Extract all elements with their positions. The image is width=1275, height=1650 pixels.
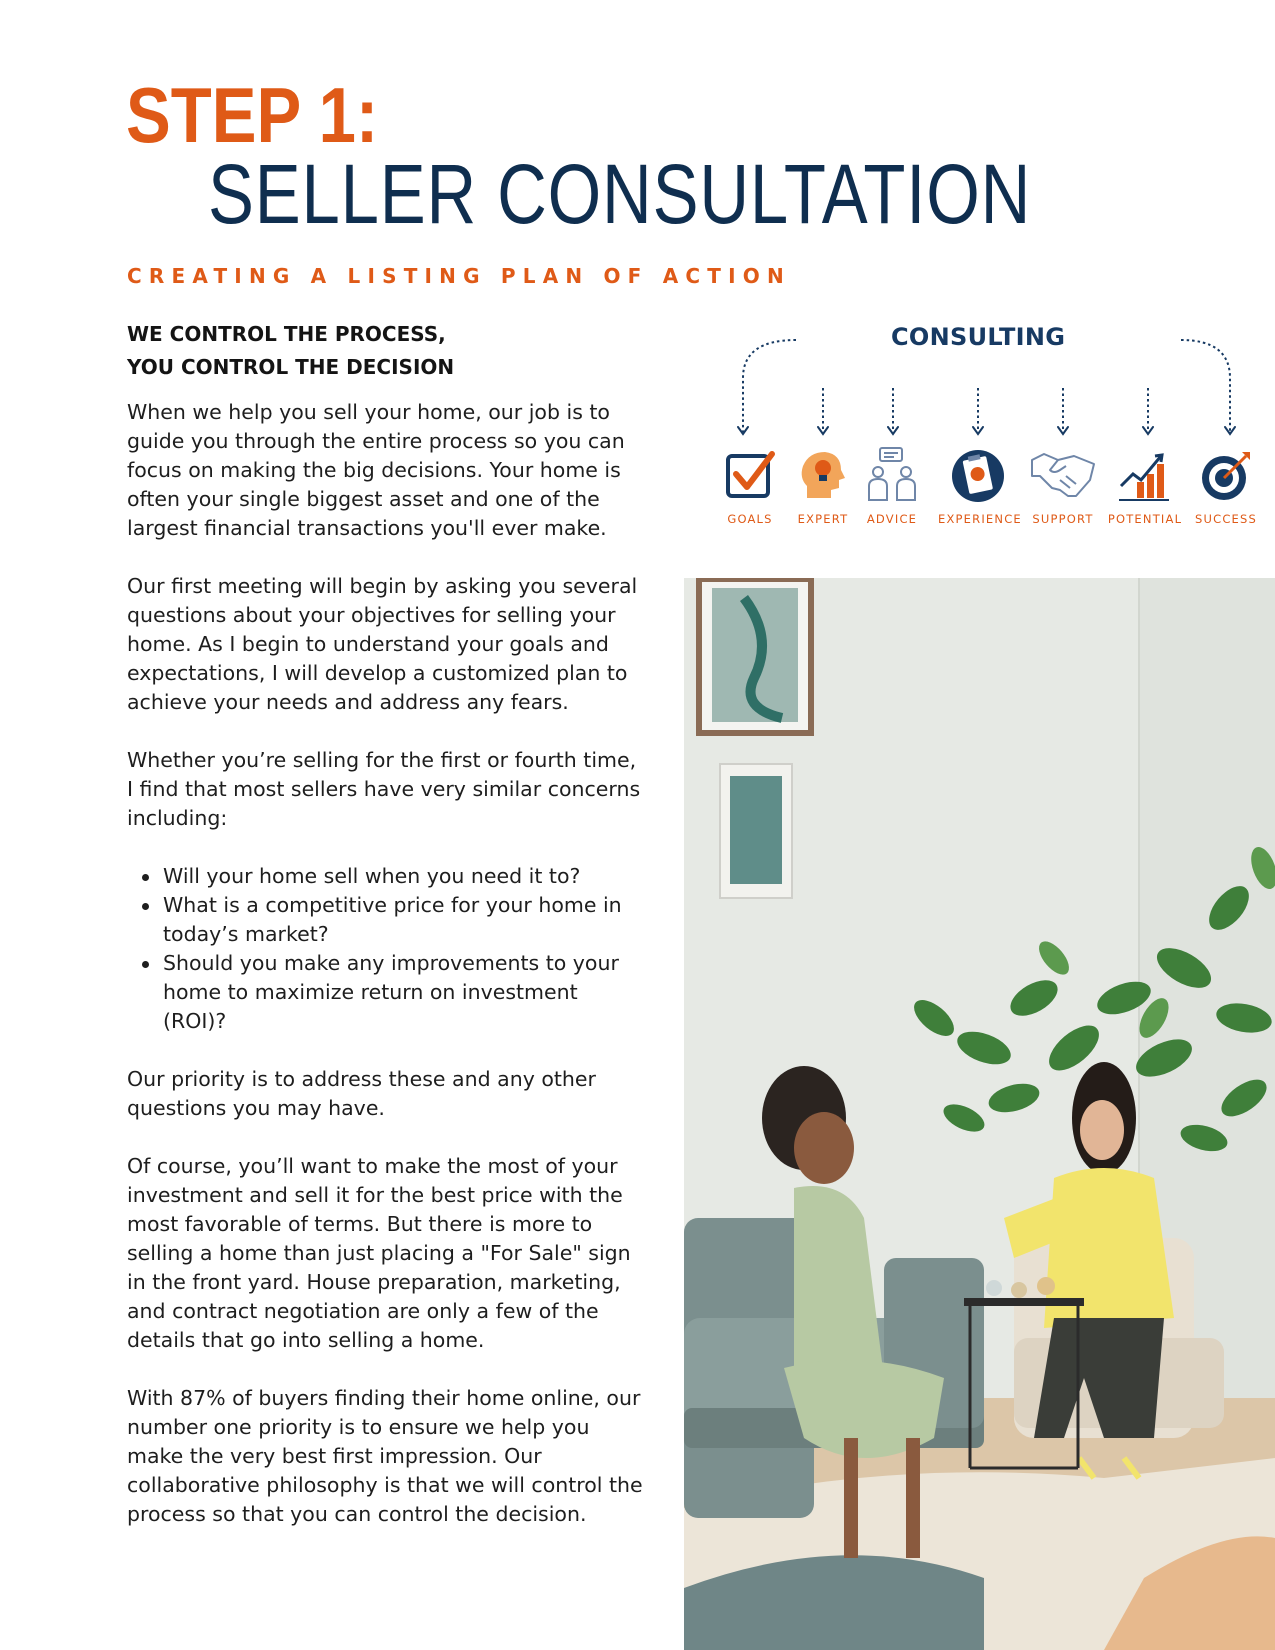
diagram-item-support <box>1023 446 1103 526</box>
paragraph-priority: Our priority is to address these and any other questions you may have. <box>127 1067 596 1120</box>
paragraph-investment: Of course, you’ll want to make the most of your investment and sell it for the best price with the most favorable of terms. But there is more to selling a home than just placing a "For Sale" sign in the front yard. House preparation, marketing, and contract negotiation are only a few of the details that go into selling a home. <box>127 1154 631 1352</box>
diagram-item-expert <box>783 446 863 526</box>
diagram-item-potential <box>1105 446 1185 526</box>
list-item: What is a competitive price for your home in today’s market? <box>163 891 647 949</box>
page-title: SELLER CONSULTATION <box>208 147 1032 241</box>
step-label: STEP 1: <box>126 71 379 159</box>
photo-illustration <box>684 578 1275 1650</box>
paragraph-concerns: Whether you’re selling for the first or fourth time, I find that most sellers have very similar concerns including: <box>127 748 641 830</box>
paragraph-online: With 87% of buyers finding their home online, our number one priority is to ensure we help you make the very best first impression. Our collaborative philosophy is that we will control the process so that you can control the decision. <box>127 1386 643 1526</box>
handshake-icon <box>1030 446 1096 506</box>
clipboard-chart-icon <box>948 446 1008 506</box>
diagram-item-experience <box>938 446 1022 526</box>
checkbox-icon <box>720 446 780 506</box>
page-subtitle: CREATING A LISTING PLAN OF ACTION <box>127 264 791 288</box>
diagram-title: CONSULTING <box>891 323 1066 351</box>
concerns-list <box>127 862 647 1036</box>
paragraph-intro: When we help you sell your home, our job is to guide you through the entire process so you can focus on making the big decisions. Your home is often your single biggest asset and one of the largest financial transactions you'll ever make. <box>127 400 625 540</box>
list-item: Will your home sell when you need it to? <box>163 862 647 891</box>
diagram-item-advice <box>852 446 932 526</box>
lead-heading <box>127 318 454 384</box>
diagram-label: SUPPORT <box>1032 512 1094 526</box>
paragraph-first-meeting: Our first meeting will begin by asking you several questions about your objectives for selling your home. As I begin to understand your goals and expectations, I will develop a customized plan to achieve your needs and address any fears. <box>127 574 638 714</box>
growth-chart-icon <box>1115 446 1175 506</box>
diagram-label: ADVICE <box>866 512 918 526</box>
people-chat-icon <box>862 446 922 506</box>
diagram-label: GOALS <box>727 512 773 526</box>
consultation-photo <box>684 578 1275 1650</box>
diagram-label: EXPERIENCE <box>938 512 1022 526</box>
body-text <box>127 398 647 1558</box>
diagram-label: EXPERT <box>797 512 849 526</box>
diagram-label: SUCCESS <box>1194 512 1258 526</box>
diagram-item-success <box>1186 446 1266 526</box>
lead-line-2: YOU CONTROL THE DECISION <box>127 355 455 379</box>
diagram-item-goals <box>710 446 790 526</box>
head-lightbulb-icon <box>793 446 853 506</box>
diagram-label: POTENTIAL <box>1107 512 1183 526</box>
consulting-diagram <box>728 318 1258 538</box>
lead-line-1: WE CONTROL THE PROCESS, <box>127 322 446 346</box>
target-icon <box>1196 446 1256 506</box>
list-item: Should you make any improvements to your home to maximize return on investment (ROI)? <box>163 949 647 1036</box>
